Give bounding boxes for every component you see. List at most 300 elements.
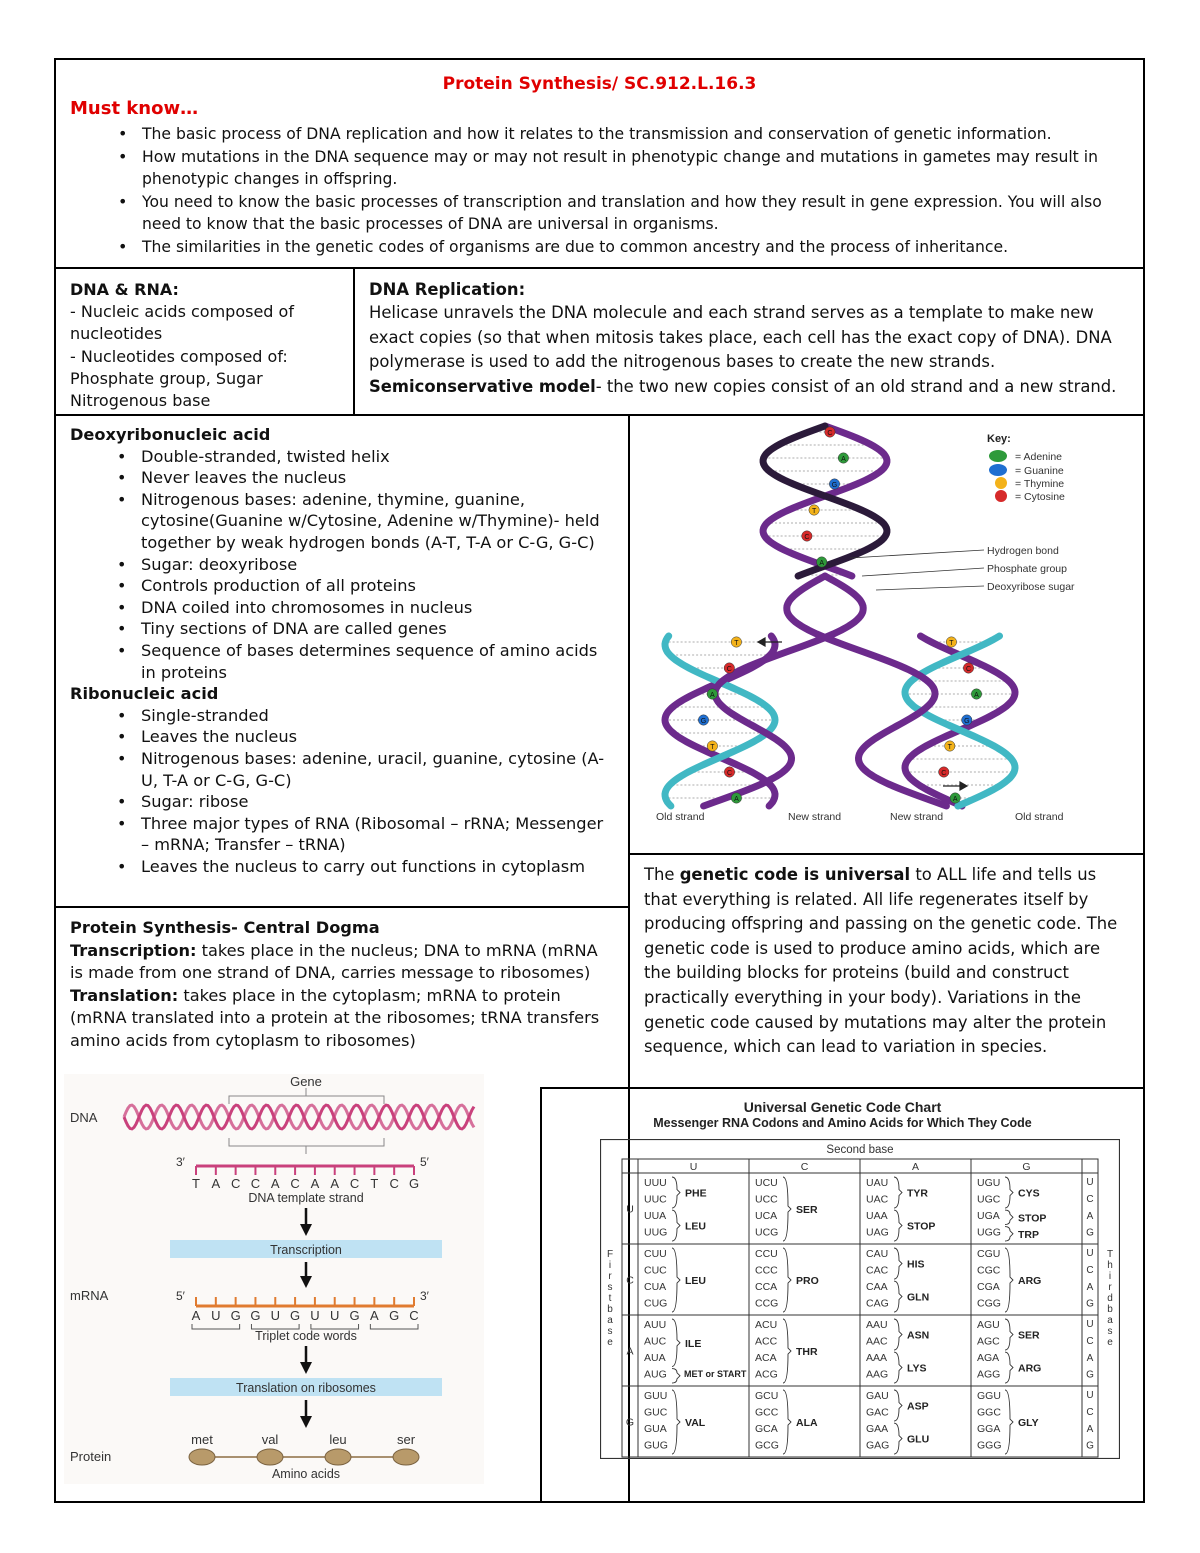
template-strand (192, 1166, 419, 1191)
first-base-letter: U (626, 1203, 634, 1216)
base-letter: A (734, 795, 739, 803)
replication-heading: DNA Replication: (369, 280, 526, 299)
sugar-leader (876, 586, 984, 590)
base-letter: C (409, 1308, 419, 1323)
must-know-list (142, 123, 1132, 258)
codon: GGC (977, 1406, 1001, 1419)
new-strand-label-1: New strand (788, 811, 842, 823)
codon: ACC (755, 1335, 778, 1348)
three-prime-label: 3′ (176, 1155, 185, 1169)
mrna-strand (192, 1297, 419, 1329)
third-base-char: a (1107, 1315, 1113, 1326)
amino-acid-abbrev: PHE (685, 1187, 707, 1200)
key-thymine (995, 477, 1064, 490)
codon: GUU (644, 1390, 668, 1402)
base-marker (838, 453, 848, 463)
codon: ACU (755, 1319, 778, 1331)
codon: GUG (644, 1439, 668, 1452)
right-strand-a (905, 636, 1015, 806)
base-letter: C (941, 769, 947, 777)
base-marker (707, 689, 717, 699)
codon-brace (894, 1423, 902, 1454)
third-base-letter: U (1086, 1248, 1094, 1259)
amino-acid-bead (189, 1449, 215, 1465)
codon: CAU (866, 1248, 889, 1260)
base-letter: U (330, 1308, 340, 1323)
base-letter: C (290, 1176, 300, 1191)
codon-brace (1005, 1319, 1013, 1350)
genetic-code-table (600, 1139, 1120, 1459)
list-item: • Nitrogenous bases: adenine, thymine, guanine, cytosine(Guanine w/Cytosine, Adenine w/Thymine)- held together by weak hydrogen bonds (A-T, T-A or C-G, G-C) (141, 489, 615, 554)
base-letter: A (191, 1308, 201, 1323)
base-letter: T (734, 639, 739, 647)
base-letter: A (974, 691, 979, 699)
base-letter: G (408, 1176, 420, 1191)
translation-text: takes place in the cytoplasm; mRNA to protein (mRNA translated into a protein at the ribosomes; tRNA transfers amino acids from cytoplasm to ribosomes) (70, 985, 600, 1050)
base-letter: A (270, 1176, 280, 1191)
amino-acid-abbrev: CYS (1018, 1187, 1040, 1200)
key-guanine (989, 464, 1064, 477)
base-marker (809, 505, 819, 515)
base-marker (963, 663, 973, 673)
codon: CUC (644, 1264, 667, 1277)
base-marker (950, 793, 960, 803)
codon: CCC (755, 1264, 778, 1277)
list-item: • The similarities in the genetic codes of organisms are due to common ancestry and the process of inheritance. (142, 236, 1132, 259)
amino-acid-abbrev: GLN (907, 1291, 930, 1304)
universal-text: to ALL life and tells us that everything is related. All life regenerates itself by producing offspring and passing on the genetic code. The genetic code is used to produce amino acids, which are the building blocks for proteins (build and construct practically everything in your body). Variations in the genetic code caused by mutations may alter the protein sequence, which can lead to variation in species. (644, 865, 1118, 1057)
old-strand-label-2: Old strand (1015, 811, 1064, 823)
codon-brace (783, 1177, 791, 1241)
codon-brace (894, 1352, 902, 1383)
dna-double-helix (124, 1105, 474, 1129)
base-letter: G (831, 481, 838, 489)
codon-brace (1005, 1210, 1013, 1225)
list-item: • Double-stranded, twisted helix (141, 446, 615, 468)
dna-replication-diagram (630, 416, 1143, 853)
protein-label: Protein (70, 1449, 112, 1464)
base-letter: G (349, 1308, 360, 1323)
codon-brace (894, 1248, 902, 1279)
codon: GCG (755, 1439, 779, 1452)
codon-cell (755, 1248, 819, 1312)
arrow-head (758, 638, 765, 646)
codon-cell (755, 1319, 818, 1383)
base-letter: G (964, 717, 970, 725)
base-letter: C (250, 1176, 261, 1191)
mrna-three-prime: 3′ (420, 1289, 429, 1303)
codon-cell (644, 1248, 706, 1312)
transcription-paragraph (70, 940, 615, 985)
key-text: = Guanine (1015, 465, 1064, 477)
base-letter: U (211, 1308, 221, 1323)
codon: UUC (644, 1193, 667, 1206)
base-letter: C (726, 665, 732, 673)
second-base-letter: U (689, 1161, 698, 1173)
base-letter: A (709, 691, 715, 699)
translation-step-label: Translation on ribosomes (236, 1381, 376, 1395)
codon-brace (1005, 1390, 1013, 1454)
codon-cell (866, 1319, 929, 1383)
amino-acid-abbrev: TRP (1018, 1228, 1039, 1241)
base-marker (825, 427, 835, 437)
list-item: • Sugar: deoxyribose (141, 554, 615, 576)
base-letter: A (330, 1176, 340, 1191)
deoxy-heading: Deoxyribonucleic acid (70, 425, 271, 444)
semiconservative-text: - the two new copies consist of an old strand and a new strand. (595, 376, 1117, 396)
amino-acids-label: Amino acids (271, 1467, 341, 1481)
codon-cell (977, 1177, 1046, 1241)
dna-label: DNA (70, 1110, 98, 1125)
central-dogma-diagram (64, 1074, 484, 1484)
down-arrow (300, 1262, 312, 1288)
amino-acid (393, 1432, 419, 1465)
second-base-letter: A (911, 1161, 920, 1173)
five-prime-label: 5′ (420, 1155, 429, 1169)
codon-brace (1005, 1352, 1013, 1383)
base-letter: C (230, 1176, 241, 1191)
key-cytosine (995, 490, 1065, 503)
base-letter: A (952, 795, 958, 803)
first-base-label (607, 1249, 613, 1348)
transcription-step-label: Transcription (270, 1243, 342, 1257)
new-strand-label-2: New strand (890, 811, 944, 823)
template-label: DNA template strand (248, 1191, 364, 1205)
base-letter: C (349, 1176, 360, 1191)
codon: GGU (977, 1390, 1001, 1402)
dna-rna-line: - Nucleic acids composed of nucleotides (70, 302, 294, 344)
amino-acid-bead (257, 1449, 283, 1465)
must-know-section (54, 58, 1145, 269)
list-item: • Single-stranded (141, 705, 615, 727)
guanine-swatch (989, 464, 1007, 476)
codon: UUU (644, 1177, 667, 1189)
base-letter: A (310, 1176, 320, 1191)
codon-brace (894, 1177, 902, 1208)
codon-cell (866, 1177, 935, 1241)
base-letter: T (811, 507, 817, 515)
codon-brace (894, 1390, 902, 1421)
base-marker (829, 479, 839, 489)
page-title: Protein Synthesis/ SC.912.L.16.3 (442, 74, 757, 94)
ribo-list (141, 705, 615, 878)
amino-acid (257, 1432, 283, 1465)
codon: GCU (755, 1390, 779, 1402)
right-strand-b (905, 636, 1015, 806)
parent-strand-a (763, 426, 887, 576)
codon-brace (672, 1177, 680, 1208)
amino-acid-name: met (191, 1432, 213, 1447)
amino-acid-abbrev: ASN (907, 1329, 930, 1342)
base-marker (946, 637, 956, 647)
sugar-label: Deoxyribose sugar (987, 581, 1075, 593)
code-grid (622, 1159, 1098, 1457)
list-item: • You need to know the basic processes of transcription and translation and how they result in gene expression. You will also need to know that the basic processes of DNA are universal in organisms. (142, 191, 1132, 236)
universal-pre: The (644, 865, 680, 884)
base-marker (724, 767, 734, 777)
codon: UUA (644, 1210, 667, 1223)
first-base-letter: C (626, 1274, 634, 1287)
third-base-letter: A (1086, 1210, 1094, 1222)
key-text: = Cytosine (1015, 491, 1065, 503)
codon: CGU (977, 1248, 1001, 1260)
codon: GAG (866, 1439, 890, 1452)
list-item: • Nitrogenous bases: adenine, uracil, guanine, cytosine (A-U, T-A or C-G, G-C) (141, 748, 615, 791)
adenine-swatch (989, 450, 1007, 462)
codon: CAG (866, 1297, 889, 1310)
codon-bracket (370, 1324, 418, 1329)
codon: CCG (755, 1297, 779, 1310)
first-base-char: b (607, 1304, 613, 1315)
arrow-head (960, 782, 967, 790)
base-letter: U (310, 1308, 320, 1323)
first-base-letter: A (626, 1345, 634, 1358)
dna-rna-section (54, 267, 355, 416)
base-letter: A (819, 559, 825, 567)
base-marker (962, 715, 972, 725)
codon: AUC (644, 1335, 667, 1348)
third-base-letter: G (1086, 1227, 1094, 1239)
codon: UCA (755, 1210, 778, 1223)
codon: GAU (866, 1390, 889, 1402)
codon: CUA (644, 1281, 667, 1294)
codon: UCG (755, 1226, 779, 1239)
codon: UUG (644, 1226, 668, 1239)
codon: GAC (866, 1406, 889, 1419)
hbond-label: Hydrogen bond (987, 545, 1059, 557)
second-base-label: Second base (826, 1144, 894, 1156)
cytosine-swatch (995, 490, 1007, 502)
third-base-letter: C (1086, 1406, 1094, 1418)
third-base-char: i (1108, 1271, 1112, 1282)
codon: CGG (977, 1297, 1001, 1310)
transcription-label: Transcription: (70, 940, 197, 960)
dna-rna-line: - Nucleotides composed of: Phosphate group, Sugar Nitrogenous base (70, 346, 288, 411)
ribo-heading: Ribonucleic acid (70, 684, 219, 704)
codon: CGC (977, 1264, 1001, 1277)
list-item: • Three major types of RNA (Ribosomal – rRNA; Messenger – mRNA; Transfer – tRNA) (141, 813, 615, 856)
amino-acid-abbrev: GLY (1018, 1417, 1039, 1430)
deoxy-list (141, 446, 615, 684)
list-item: • DNA coiled into chromosomes in nucleus (141, 597, 615, 619)
dna-rna-heading: DNA & RNA: (70, 280, 179, 299)
amino-acid-abbrev: SER (796, 1204, 818, 1217)
phosphate-leader (862, 568, 984, 576)
second-base-letter: G (1022, 1161, 1031, 1173)
base-letter: G (250, 1308, 261, 1323)
amino-acid-abbrev: HIS (907, 1258, 925, 1271)
amino-acid-abbrev: ASP (907, 1400, 929, 1413)
codon: AAG (866, 1368, 889, 1381)
translation-paragraph (70, 985, 615, 1053)
universal-code-section (628, 853, 1145, 1089)
codon: CUU (644, 1248, 667, 1260)
amino-acid-abbrev: STOP (1018, 1212, 1047, 1225)
dna-replication-section (353, 267, 1145, 416)
list-item: • How mutations in the DNA sequence may or may not result in phenotypic change and mutations in gametes may result in phenotypic changes in offspring. (142, 146, 1132, 191)
list-item: • Controls production of all proteins (141, 575, 615, 597)
base-letter: A (841, 455, 846, 463)
codon-brace (894, 1281, 902, 1312)
third-base-letter: A (1086, 1281, 1094, 1293)
codon-bracket (192, 1324, 240, 1329)
codon: AUU (644, 1319, 667, 1331)
genetic-code-chart-section (540, 1087, 1145, 1503)
codon-cell (755, 1390, 818, 1454)
amino-acid-abbrev: ILE (685, 1337, 702, 1350)
amino-acid-abbrev: PRO (796, 1275, 819, 1288)
amino-acid-abbrev: TYR (907, 1187, 928, 1200)
base-marker (817, 557, 827, 567)
third-base-letter: C (1086, 1335, 1094, 1347)
mrna-five-prime: 5′ (176, 1289, 185, 1303)
codon-cell (755, 1177, 818, 1241)
base-letter: C (389, 1176, 399, 1191)
amino-acid-abbrev: LEU (685, 1275, 706, 1288)
codon: AGU (977, 1319, 1000, 1331)
must-know-heading: Must know… (70, 98, 199, 119)
list-item: • Leaves the nucleus to carry out functions in cytoplasm (141, 856, 615, 878)
base-marker (707, 741, 717, 751)
codon-brace (1005, 1227, 1013, 1242)
third-base-letter: A (1086, 1423, 1094, 1435)
codon: AGA (977, 1352, 1000, 1365)
second-base-letter: C (800, 1161, 809, 1173)
third-base-letter: C (1086, 1264, 1094, 1276)
amino-acid-abbrev: VAL (685, 1417, 706, 1430)
first-base-char: a (607, 1315, 613, 1326)
universal-emphasis: genetic code is universal (679, 865, 911, 884)
codon-brace (894, 1210, 902, 1241)
base-letter: C (827, 429, 833, 437)
amino-acid-bead (393, 1449, 419, 1465)
base-letter: T (949, 639, 954, 647)
base-letter: G (230, 1308, 241, 1323)
list-item: • Leaves the nucleus (141, 726, 615, 748)
amino-acid-bead (325, 1449, 351, 1465)
codon-brace (783, 1248, 791, 1312)
first-base-char: i (608, 1260, 612, 1271)
amino-acid-name: val (261, 1432, 279, 1447)
codon: UGU (977, 1177, 1001, 1189)
mrna-label: mRNA (70, 1288, 109, 1303)
third-base-letter: U (1086, 1177, 1094, 1188)
codon: CCU (755, 1248, 778, 1260)
first-base-char: F (606, 1249, 614, 1260)
codon-brace (894, 1319, 902, 1350)
third-base-letter: G (1086, 1440, 1094, 1452)
gene-label: Gene (290, 1074, 322, 1089)
amino-acid-abbrev: ARG (1018, 1362, 1042, 1375)
codon: GUA (644, 1423, 667, 1436)
central-dogma-heading: Protein Synthesis- Central Dogma (70, 918, 380, 937)
first-base-char: e (607, 1337, 613, 1348)
third-base-letter: U (1086, 1319, 1094, 1330)
base-marker (971, 689, 981, 699)
codon: ACA (755, 1352, 777, 1365)
code-chart-subtitle: Messenger RNA Codons and Amino Acids for Which They Code (653, 1116, 1032, 1130)
codon-brace (783, 1319, 791, 1383)
base-marker (731, 793, 741, 803)
base-letter: T (947, 743, 952, 751)
key-text: = Adenine (1015, 451, 1063, 463)
codon-brace (672, 1248, 680, 1312)
base-letter: C (804, 533, 810, 541)
codon-cell (977, 1390, 1039, 1454)
codon: AUG (644, 1368, 667, 1381)
codon: AAC (866, 1335, 888, 1348)
amino-acid-abbrev: GLU (907, 1433, 930, 1446)
base-marker (698, 715, 708, 725)
list-item: • Sugar: ribose (141, 791, 615, 813)
base-letter: G (389, 1308, 400, 1323)
codon: AAA (866, 1352, 888, 1365)
codon: GGG (977, 1439, 1002, 1452)
codon: UAC (866, 1193, 889, 1206)
codon: GGA (977, 1423, 1001, 1436)
codon-cell (644, 1319, 747, 1383)
amino-acid-abbrev: SER (1018, 1329, 1040, 1342)
third-base-char: T (1106, 1249, 1114, 1260)
codon: UAG (866, 1226, 889, 1239)
codon: AUA (644, 1352, 666, 1365)
amino-acid-abbrev: ARG (1018, 1275, 1042, 1288)
base-letter: U (270, 1308, 280, 1323)
translation-label: Translation: (70, 985, 179, 1005)
amino-acid-name: leu (329, 1432, 347, 1447)
codon-brace (672, 1390, 680, 1454)
third-base-label (1107, 1249, 1113, 1348)
amino-acid-abbrev: MET or START (684, 1368, 747, 1379)
list-item: • The basic process of DNA replication and how it relates to the transmission and conservation of genetic information. (142, 123, 1132, 146)
triplet-label: Triplet code words (255, 1329, 357, 1343)
base-letter: G (700, 717, 707, 725)
helix-backbones (665, 426, 1015, 806)
list-item: • Tiny sections of DNA are called genes (141, 618, 615, 640)
list-item: • Never leaves the nucleus (141, 467, 615, 489)
base-letter: A (370, 1308, 379, 1323)
amino-acid (325, 1432, 351, 1465)
codon: CCA (755, 1281, 778, 1294)
semiconservative-line (369, 375, 1131, 400)
codon-cell (866, 1248, 929, 1312)
codon: UGC (977, 1193, 1001, 1206)
third-base-char: h (1107, 1260, 1113, 1271)
codon: UAU (866, 1177, 889, 1189)
transcription-text: takes place in the nucleus; DNA to mRNA (mRNA is made from one strand of DNA, carries message to ribosomes) (70, 940, 598, 982)
base-marker (945, 741, 955, 751)
codon: GUC (644, 1406, 668, 1419)
phosphate-label: Phosphate group (987, 563, 1067, 575)
codon: GCC (755, 1406, 779, 1419)
amino-acid-abbrev: LEU (685, 1220, 706, 1233)
key-adenine (989, 450, 1062, 463)
list-item: • Sequence of bases determines sequence of amino acids in proteins (141, 640, 615, 683)
code-chart-title: Universal Genetic Code Chart (743, 1099, 942, 1115)
codon: GAA (866, 1423, 889, 1436)
third-base-letter: G (1086, 1298, 1094, 1310)
base-letter: T (710, 743, 715, 751)
amino-acid-name: ser (396, 1432, 416, 1447)
codon: AAU (866, 1319, 888, 1331)
codon: CGA (977, 1281, 1000, 1294)
amino-acid (189, 1432, 215, 1465)
base-letter: T (370, 1176, 379, 1191)
first-base-char: r (608, 1271, 612, 1282)
codon: UCC (755, 1193, 778, 1206)
amino-acid-abbrev: LYS (907, 1362, 927, 1375)
third-base-letter: C (1086, 1193, 1094, 1205)
